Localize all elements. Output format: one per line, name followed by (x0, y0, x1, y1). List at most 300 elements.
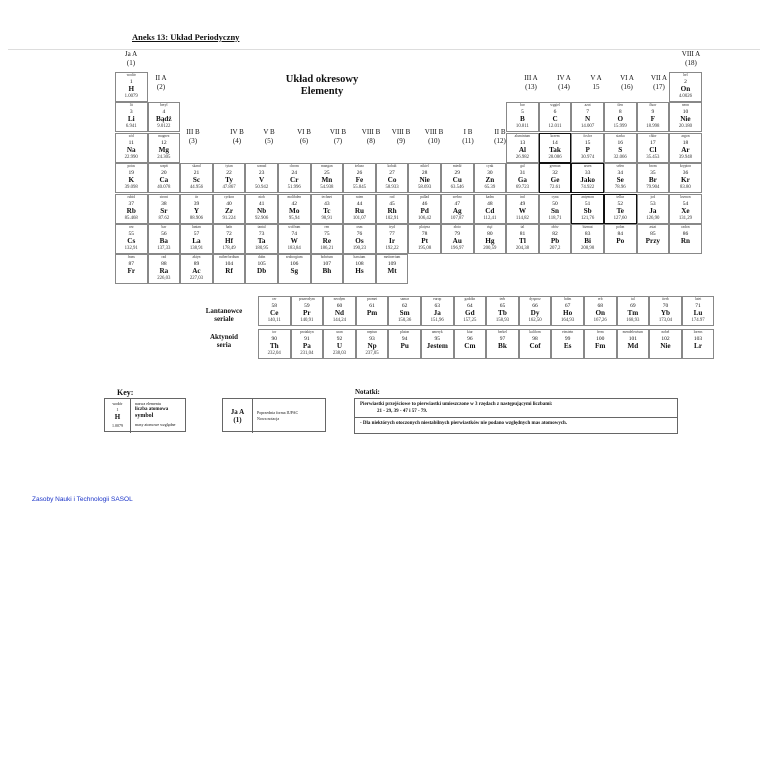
atomic-number: 8 (618, 109, 622, 116)
atomic-number: 104 (224, 261, 234, 268)
element-name: rod (389, 194, 395, 199)
element-symbol: Li (127, 115, 135, 124)
element-name: uran (336, 330, 343, 335)
element-name: samar (400, 297, 409, 301)
element-cell-h (115, 72, 148, 102)
element-symbol: Pt (421, 237, 429, 245)
element-name: brom (649, 164, 657, 169)
atomic-mass: 39.098 (124, 185, 138, 191)
atomic-mass: 88.906 (189, 215, 204, 221)
group-label-15: V A 15 (590, 74, 602, 91)
element-cell-nie (408, 163, 441, 193)
atomic-number: 101 (628, 336, 637, 343)
element-name: dysproz (529, 297, 541, 301)
element-cell-ge (539, 163, 572, 193)
element-cell-kr (669, 163, 702, 193)
element-name: einstein (562, 330, 574, 335)
element-symbol: Ho (563, 309, 573, 317)
key-group-label-1: Poprzednia forma IUPAC (257, 410, 299, 415)
atomic-mass: 35.453 (646, 154, 660, 160)
atomic-mass: 196,97 (450, 246, 464, 251)
element-symbol: Przy (645, 237, 661, 245)
element-symbol: Tb (498, 309, 507, 317)
element-cell-re (311, 224, 344, 254)
element-symbol: Md (627, 342, 639, 351)
element-symbol: Rf (225, 267, 233, 276)
element-symbol: O (617, 115, 624, 124)
atomic-mass: 79.904 (646, 185, 660, 191)
key-sample-mass: 1.0079 (112, 423, 123, 428)
element-symbol: Tm (627, 309, 639, 317)
key-group-top: Ja A (230, 408, 245, 416)
atomic-number: 44 (356, 200, 363, 207)
key-group-box (222, 398, 326, 432)
element-name: mendelewium (622, 330, 644, 335)
element-name: erb (597, 297, 603, 301)
atomic-number: 106 (290, 261, 299, 268)
atomic-number: 46 (421, 200, 428, 207)
element-name: holm (563, 297, 572, 301)
element-name: cer (272, 297, 277, 301)
element-symbol: K (128, 176, 135, 185)
element-symbol: Ga (517, 176, 528, 185)
atomic-number: 41 (258, 200, 265, 207)
element-name: cez (128, 225, 134, 229)
element-cell-pd (408, 194, 441, 224)
atomic-mass: 10.811 (515, 124, 529, 130)
atomic-number: 93 (369, 336, 375, 343)
element-symbol: Yb (660, 309, 671, 317)
atomic-number: 75 (324, 231, 330, 237)
element-cell-mo (278, 194, 311, 224)
element-name: krzem (550, 133, 560, 138)
element-name: selen (616, 164, 624, 169)
element-cell-on (669, 72, 702, 102)
atomic-mass: 226,03 (157, 276, 171, 282)
atomic-mass: 98,91 (321, 215, 333, 221)
element-symbol: Ty (225, 176, 233, 185)
element-name: aluminium (514, 133, 531, 138)
atomic-number: 4 (162, 109, 166, 116)
element-cell-ta (245, 224, 278, 254)
element-symbol: Cu (452, 176, 462, 185)
element-symbol: C (552, 115, 558, 124)
element-symbol: N (585, 115, 591, 124)
element-symbol: Nie (660, 342, 671, 351)
element-name: ind (520, 194, 525, 199)
element-name: ameryk (431, 330, 443, 335)
element-symbol: Cd (485, 206, 495, 215)
element-cell-ra (148, 254, 181, 284)
atomic-number: 13 (519, 139, 526, 146)
actinide-series-label: Aktynoid seria (209, 333, 238, 349)
atomic-number: 12 (161, 139, 167, 146)
element-cell-pt (408, 224, 441, 254)
element-symbol: Pr (303, 309, 311, 317)
atomic-mass: 231,04 (300, 351, 314, 357)
element-symbol: Re (322, 237, 332, 245)
atomic-mass: 164,93 (561, 318, 575, 323)
atomic-mass: 140,91 (300, 318, 314, 323)
group-label-6: VI B (6) (297, 128, 311, 145)
element-cell-po (604, 224, 637, 254)
element-symbol: Pd (420, 206, 429, 215)
element-symbol: Mo (289, 206, 300, 215)
element-name: seaborgium (285, 255, 303, 260)
atomic-number: 17 (650, 139, 656, 146)
atomic-number: 42 (291, 200, 297, 207)
atomic-number: 47 (454, 200, 460, 207)
atomic-mass: 39.948 (678, 154, 693, 160)
element-cell-tb (486, 296, 519, 326)
element-symbol: Ce (270, 309, 279, 317)
element-symbol: Bądź (156, 115, 172, 124)
atomic-mass: 227,03 (189, 276, 204, 282)
element-cell-hf (213, 224, 246, 254)
element-symbol: Pu (400, 342, 409, 351)
element-symbol: Os (355, 237, 364, 245)
element-symbol: Pb (550, 237, 560, 245)
element-name: złoto (453, 225, 461, 229)
atomic-mass: 232,04 (267, 351, 281, 357)
atomic-number: 63 (434, 303, 440, 309)
atomic-mass: 6.941 (125, 124, 137, 130)
periodic-table-grid (115, 72, 703, 284)
key-label-name: nazwa elementu (135, 401, 161, 406)
element-cell-ac (180, 254, 213, 284)
element-symbol: Sb (583, 206, 592, 215)
element-cell-ja (637, 194, 670, 224)
element-symbol: Ru (354, 206, 365, 215)
atomic-number: 94 (401, 336, 408, 343)
element-symbol: Po (616, 237, 625, 245)
element-name: tytan (225, 164, 233, 169)
element-symbol: S (618, 145, 623, 154)
element-name: gal (520, 164, 525, 169)
atomic-mass: 158,93 (495, 318, 510, 323)
element-name: itr (194, 194, 199, 199)
atomic-mass: 151,96 (430, 318, 444, 323)
element-symbol: P (585, 145, 590, 154)
element-cell-ir (376, 224, 409, 254)
atomic-number: 100 (596, 336, 605, 343)
atomic-mass: 58.693 (418, 185, 432, 191)
element-cell-on (584, 296, 617, 326)
element-cell-sg (278, 254, 311, 284)
element-name: żelazo (354, 164, 365, 169)
atomic-number: 71 (695, 303, 701, 309)
atomic-mass: 107,87 (450, 215, 464, 221)
element-name: wapń (159, 164, 168, 169)
atomic-number: 81 (519, 231, 526, 237)
group-label-14: IV A (14) (557, 74, 571, 91)
atomic-number: 74 (291, 231, 297, 237)
element-name: ksenon (680, 194, 691, 199)
element-cell-ho (551, 296, 584, 326)
atomic-mass: 14.007 (581, 124, 595, 130)
element-symbol: Jako (580, 176, 596, 185)
element-name: azot (584, 103, 591, 108)
element-symbol: Dy (530, 309, 540, 317)
atomic-mass: 200,59 (483, 246, 497, 251)
element-cell-lr (682, 329, 715, 359)
element-cell-ru (343, 194, 376, 224)
element-symbol: Hg (485, 237, 495, 245)
atomic-mass: 40.078 (157, 185, 171, 191)
element-symbol: Ac (192, 267, 201, 276)
element-name: tlen (617, 103, 623, 108)
atomic-number: 27 (389, 170, 395, 177)
element-symbol: Hf (225, 237, 234, 245)
atomic-mass: 132,91 (124, 246, 138, 251)
atomic-number: 20 (161, 170, 167, 177)
atomic-number: 25 (324, 170, 330, 177)
atomic-mass: 140,11 (267, 318, 281, 323)
element-symbol: U (336, 342, 343, 351)
atomic-mass: 101,07 (352, 215, 367, 221)
atomic-mass: 131,29 (678, 215, 693, 221)
atomic-number: 66 (532, 303, 538, 309)
element-symbol: Sc (192, 176, 201, 185)
element-name: bar (161, 225, 167, 229)
element-cell-zr (213, 194, 246, 224)
element-cell-br (637, 163, 670, 193)
element-symbol: Kr (681, 176, 690, 185)
element-cell-bądź (148, 102, 181, 132)
atomic-number: 5 (521, 109, 524, 116)
group-label-10: VIII B (10) (424, 128, 444, 145)
element-name: lit (129, 103, 133, 108)
atomic-number: 33 (584, 170, 591, 177)
group-label-8: VIII B (8) (361, 128, 381, 145)
atomic-number: 83 (584, 231, 591, 237)
atomic-mass: 83.80 (680, 185, 691, 191)
element-symbol: Sm (399, 309, 410, 317)
key-box (104, 398, 186, 432)
element-name: węgiel (550, 103, 560, 108)
atomic-number: 67 (564, 303, 571, 309)
element-cell-ty (213, 163, 246, 193)
element-cell-cr (278, 163, 311, 193)
atomic-number: 15 (584, 139, 591, 146)
atomic-number: 56 (161, 231, 167, 237)
footer-link[interactable]: Zasoby Nauki i Technologii SASOL (32, 496, 133, 503)
element-name: kiur (466, 330, 473, 335)
element-name: hel (683, 73, 688, 77)
atomic-mass: 126,90 (646, 215, 660, 221)
element-name: fosfor (583, 133, 592, 138)
element-name: niob (258, 194, 265, 199)
element-symbol: Nd (334, 309, 345, 317)
element-cell-zn (474, 163, 507, 193)
atomic-mass: 102,91 (385, 215, 399, 221)
element-symbol: Tak (549, 145, 561, 154)
element-name: bohrium (320, 255, 333, 260)
notes-box (354, 398, 678, 434)
element-cell-tc (311, 194, 344, 224)
element-symbol: Hs (355, 267, 364, 276)
element-cell-rh (376, 194, 409, 224)
group-label-4: IV B (4) (230, 128, 244, 145)
atomic-number: 107 (322, 261, 331, 268)
key-group-bottom: (1) (233, 416, 242, 424)
element-cell-np (356, 329, 389, 359)
atomic-number: 11 (128, 139, 134, 146)
atomic-number: 10 (682, 109, 689, 116)
element-cell-ar (669, 133, 702, 163)
atomic-number: 50 (552, 200, 558, 207)
atomic-mass: 30.974 (581, 154, 595, 160)
group-label-2: II A (2) (155, 74, 167, 91)
group-label-9: VIII B (9) (391, 128, 411, 145)
atomic-number: 58 (271, 303, 277, 309)
element-cell-f (637, 102, 670, 132)
atomic-number: 31 (519, 170, 526, 177)
element-name: europ (433, 297, 442, 301)
atomic-mass: 22.990 (124, 154, 138, 160)
key-sample-z: 1 (116, 407, 119, 412)
element-name: ołów (551, 225, 559, 229)
atomic-number: 59 (304, 303, 310, 309)
element-name: siarka (615, 133, 625, 138)
atomic-number: 82 (552, 231, 558, 237)
atomic-number: 78 (421, 231, 428, 237)
atomic-mass: 118,71 (548, 215, 562, 221)
atomic-number: 32 (552, 170, 558, 177)
atomic-mass: 63.546 (450, 185, 464, 191)
group-label-17: VII A (17) (650, 74, 668, 91)
element-cell-b (506, 102, 539, 132)
element-symbol: Sn (551, 206, 560, 215)
page-title: Aneks 13: Układ Periodyczny (132, 32, 240, 42)
element-symbol: Xe (681, 206, 690, 215)
element-symbol: Sr (160, 206, 168, 215)
element-symbol: Fe (355, 176, 364, 185)
element-cell-bi (571, 224, 604, 254)
atomic-number: 60 (336, 303, 343, 309)
group-label-12: II B (12) (494, 128, 506, 145)
atomic-mass: 78.96 (614, 185, 626, 191)
atomic-mass: 237,05 (365, 351, 379, 357)
element-symbol: Ge (550, 176, 560, 185)
element-symbol: Co (387, 176, 397, 185)
atomic-mass: 150,36 (398, 318, 412, 323)
atomic-mass: 168,93 (626, 318, 640, 323)
atomic-mass: 162,50 (528, 318, 542, 323)
element-symbol: Br (648, 176, 657, 185)
element-name: meitnerium (383, 255, 401, 260)
element-symbol: Mn (321, 176, 333, 185)
element-cell-sm (388, 296, 421, 326)
table-title: Układ okresowy Elementy (285, 74, 359, 97)
element-name: technet (321, 194, 333, 199)
atomic-mass: 32.066 (613, 154, 627, 160)
key-group-label-2: Nowa notacja (257, 416, 280, 421)
atomic-number: 80 (487, 231, 493, 237)
element-name: antymon (581, 194, 594, 199)
atomic-number: 72 (226, 231, 232, 237)
element-name: mangan (321, 164, 333, 169)
element-name: krypton (679, 164, 692, 169)
atomic-number: 57 (193, 231, 200, 237)
element-name: neodym (333, 297, 346, 301)
atomic-number: 34 (617, 170, 623, 177)
element-symbol: F (650, 115, 656, 124)
group-label-5: V B (5) (263, 128, 275, 145)
element-cell-la (180, 224, 213, 254)
element-cell-jestem (421, 329, 454, 359)
element-symbol: Zn (485, 176, 495, 185)
element-cell-li (115, 102, 148, 132)
element-symbol: Gd (465, 309, 475, 317)
element-name: magnez (158, 133, 170, 138)
element-cell-nie (649, 329, 682, 359)
element-symbol: Rh (387, 206, 397, 215)
atomic-mass: 24.305 (157, 154, 171, 160)
element-symbol: Tl (519, 237, 526, 245)
atomic-mass: 85.468 (124, 215, 138, 221)
atomic-number: 88 (161, 261, 167, 268)
element-cell-yb (649, 296, 682, 326)
atomic-mass: 238,03 (332, 351, 347, 357)
atomic-number: 98 (532, 336, 538, 343)
element-symbol: Ca (159, 176, 169, 185)
element-symbol: B (520, 115, 525, 124)
atomic-number: 85 (650, 231, 656, 237)
atomic-number: 68 (597, 303, 603, 309)
element-cell-w (506, 194, 539, 224)
element-name: dubn (258, 255, 266, 260)
atomic-number: 9 (651, 109, 655, 116)
element-name: iterb (662, 297, 669, 301)
atomic-mass: 91.224 (222, 215, 236, 221)
atomic-number: 48 (487, 200, 493, 207)
atomic-number: 7 (586, 109, 590, 116)
element-symbol: Ja (433, 309, 441, 317)
element-cell-sr (148, 194, 181, 224)
atomic-number: 99 (564, 336, 571, 343)
element-symbol: Tc (323, 206, 331, 215)
atomic-number: 1 (129, 79, 133, 85)
element-name: bor (520, 103, 525, 108)
atomic-mass: 180,95 (255, 246, 269, 251)
atomic-mass: 127,60 (613, 215, 627, 221)
element-name: wodór (126, 73, 136, 77)
element-cell-pa (291, 329, 324, 359)
element-symbol: Nb (257, 206, 267, 215)
key-sample-name: wodór (112, 401, 123, 406)
element-cell-pb (539, 224, 572, 254)
element-symbol: Cs (127, 237, 136, 245)
element-symbol: Lr (694, 342, 703, 351)
atomic-mass: 47.867 (222, 185, 236, 191)
atomic-number: 26 (356, 170, 363, 177)
element-name: rubid (127, 194, 136, 199)
element-symbol: Lu (693, 309, 703, 317)
atomic-number: 70 (662, 303, 669, 309)
atomic-mass: 69.723 (515, 185, 530, 191)
element-symbol: W (518, 206, 527, 215)
atomic-mass: 186,21 (320, 246, 334, 251)
element-name: rtęć (487, 225, 493, 229)
element-name: pallad (420, 194, 430, 199)
group-label-18: VIII A (18) (681, 50, 701, 67)
element-symbol: Ba (159, 237, 169, 245)
element-name: hassium (353, 255, 366, 260)
element-name: ruten (355, 194, 364, 199)
element-cell-nb (245, 194, 278, 224)
atomic-number: 73 (258, 231, 265, 237)
